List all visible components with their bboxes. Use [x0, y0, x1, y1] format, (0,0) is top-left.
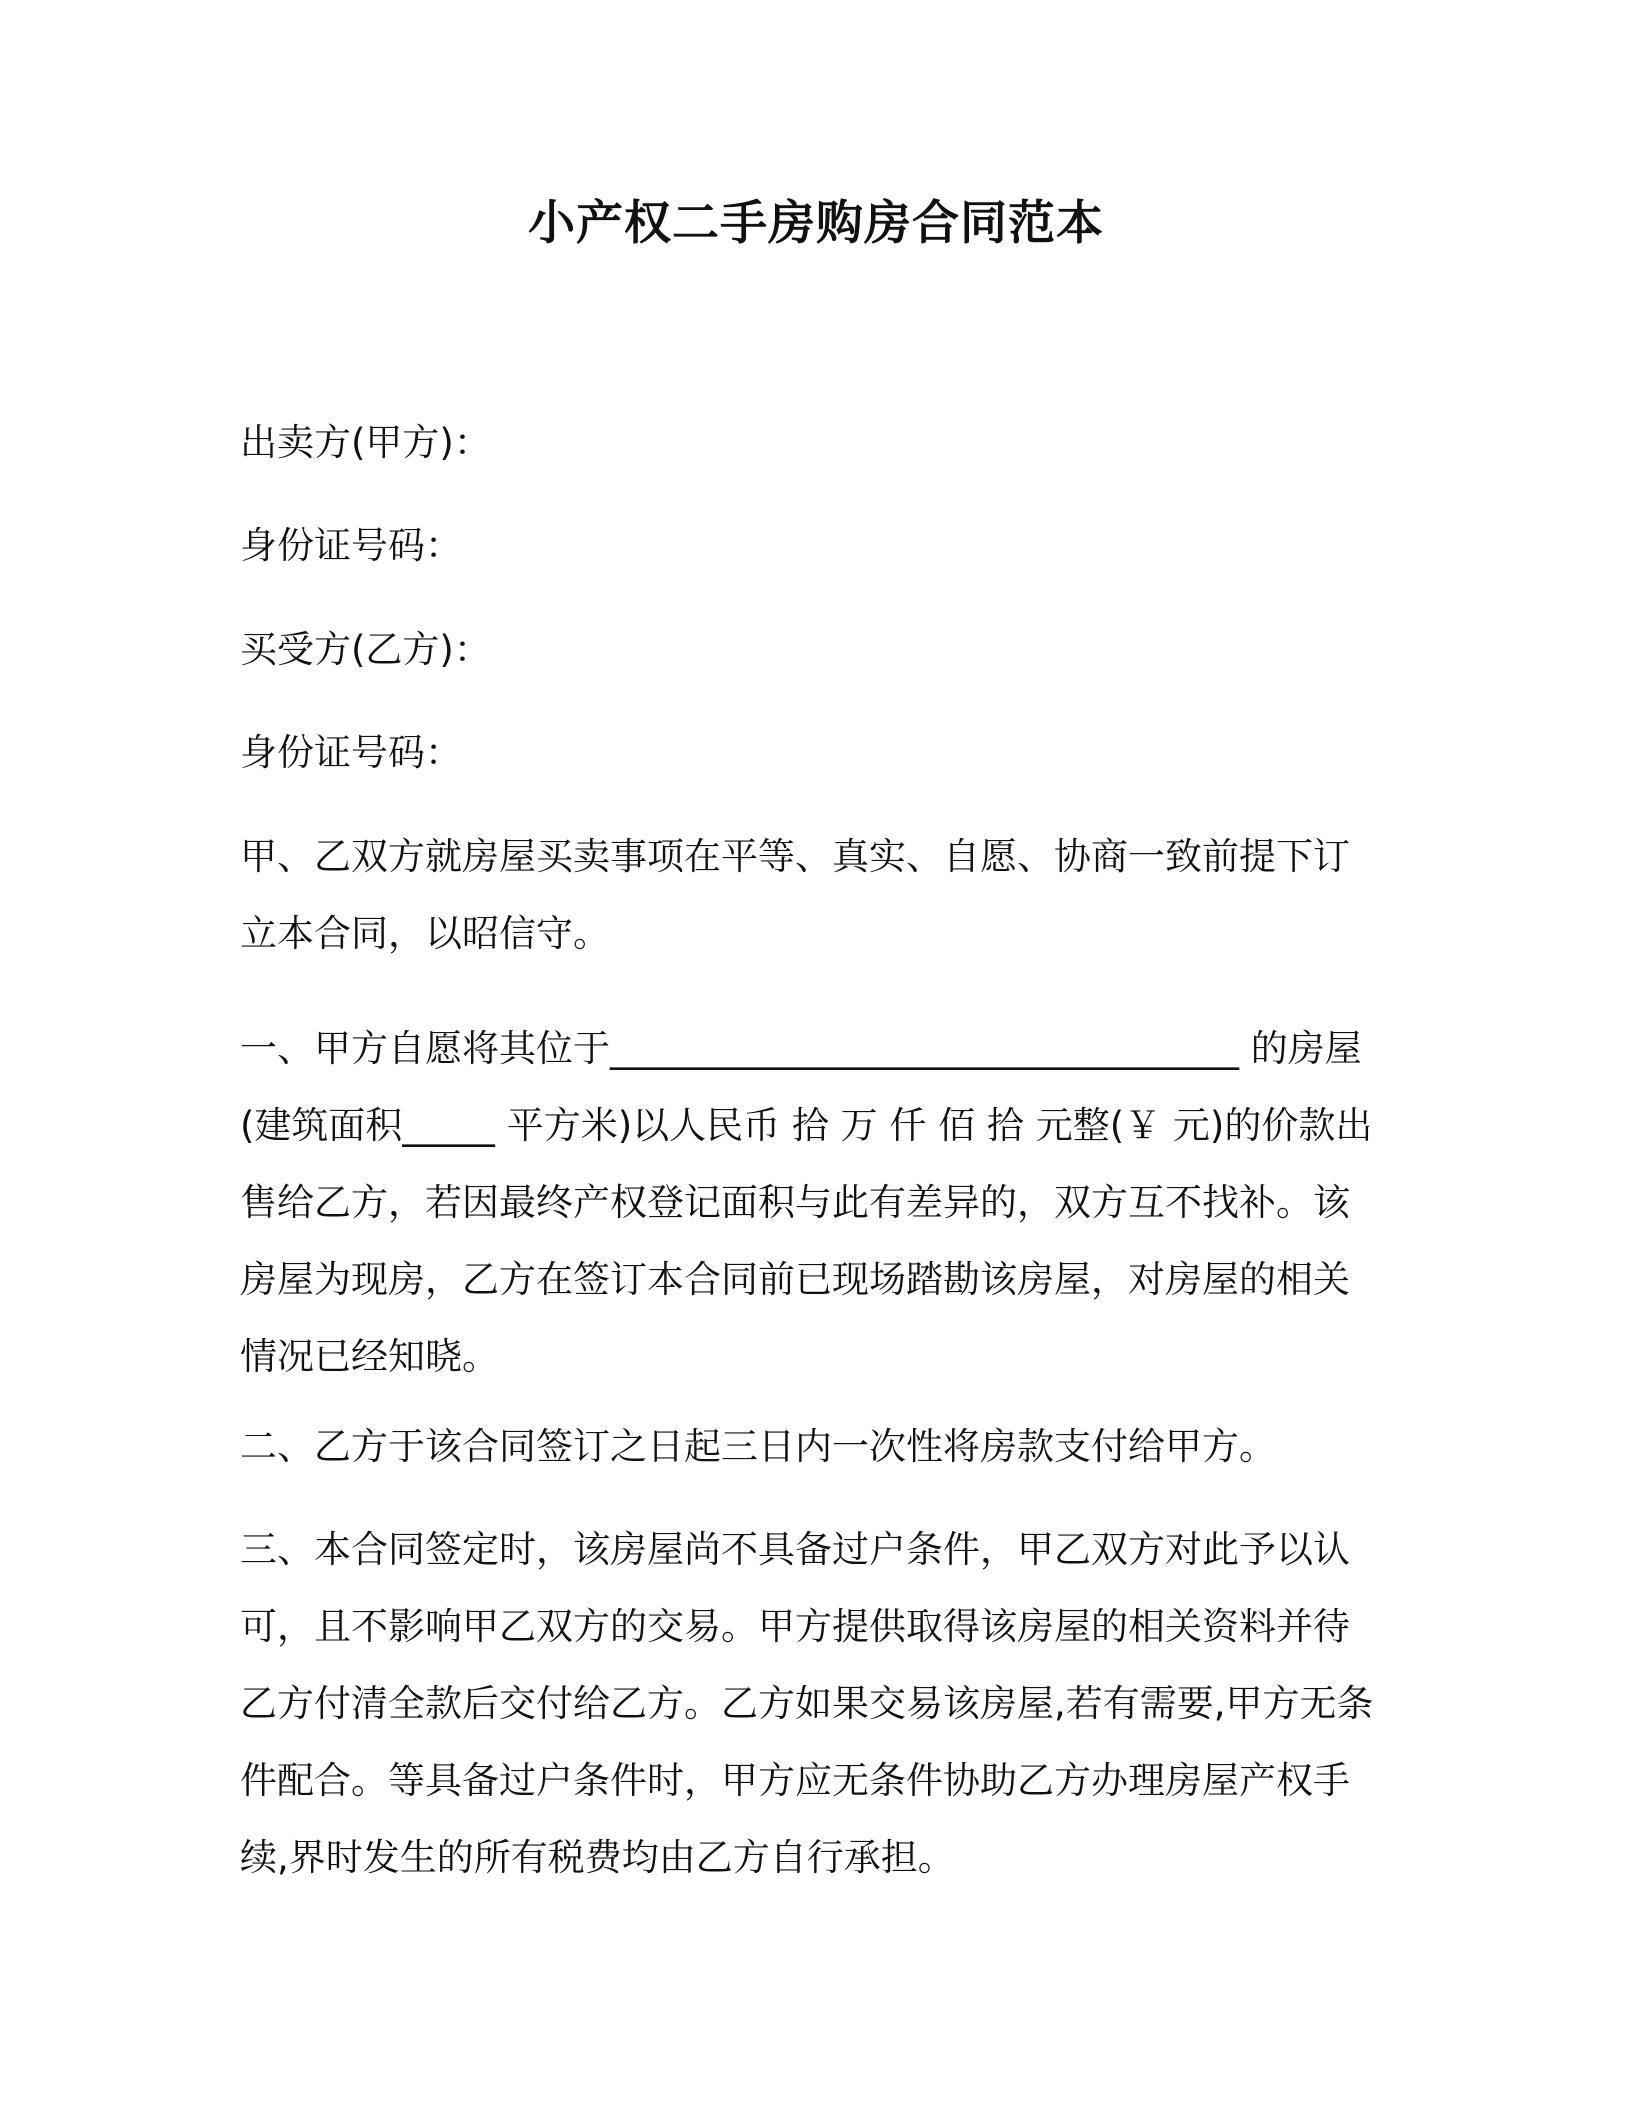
clause-1-line: 情况已经知晓。 [240, 1335, 499, 1378]
clause-3-line: 件配合。等具备过户条件时，甲方应无条件协助乙方办理房屋产权手 [240, 1759, 1350, 1802]
document-title: 小产权二手房购房合同范本 [528, 196, 1104, 251]
clause-1-line: (建筑面积_____ 平方米)以人民币 拾 万 仟 佰 拾 元整(￥ 元)的价款出 [240, 1104, 1373, 1147]
preamble-line: 甲、乙双方就房屋买卖事项在平等、真实、自愿、协商一致前提下订 [240, 835, 1350, 878]
clause-3-line: 乙方付清全款后交付给乙方。乙方如果交易该房屋,若有需要,甲方无条 [240, 1682, 1374, 1725]
clause-1-line: 一、甲方自愿将其位于__________________________________ 的房屋 [240, 1027, 1362, 1070]
preamble-line: 立本合同，以昭信守。 [240, 912, 610, 955]
clause-1-line: 售给乙方，若因最终产权登记面积与此有差异的，双方互不找补。该 [240, 1181, 1350, 1224]
preamble-paragraph [240, 818, 1380, 972]
seller-id-field-label: 身份证号码： [240, 524, 462, 567]
buyer-field-label: 买受方(乙方)： [240, 628, 491, 671]
clause-3-line: 可，且不影响甲乙双方的交易。甲方提供取得该房屋的相关资料并待 [240, 1605, 1350, 1648]
clause-1-paragraph [240, 1010, 1380, 1395]
clause-3-line: 续,界时发生的所有税费均由乙方自行承担。 [240, 1836, 955, 1879]
clause-3-line: 三、本合同签定时，该房屋尚不具备过户条件，甲乙双方对此予以认 [240, 1528, 1350, 1571]
clause-2-paragraph [240, 1408, 1380, 1485]
clause-3-paragraph [240, 1511, 1380, 1896]
clause-2-line: 二、乙方于该合同签订之日起三日内一次性将房款支付给甲方。 [240, 1425, 1276, 1468]
buyer-id-field-label: 身份证号码： [240, 731, 462, 774]
seller-field-label: 出卖方(甲方)： [240, 421, 491, 464]
clause-1-line: 房屋为现房，乙方在签订本合同前已现场踏勘该房屋，对房屋的相关 [240, 1258, 1350, 1301]
